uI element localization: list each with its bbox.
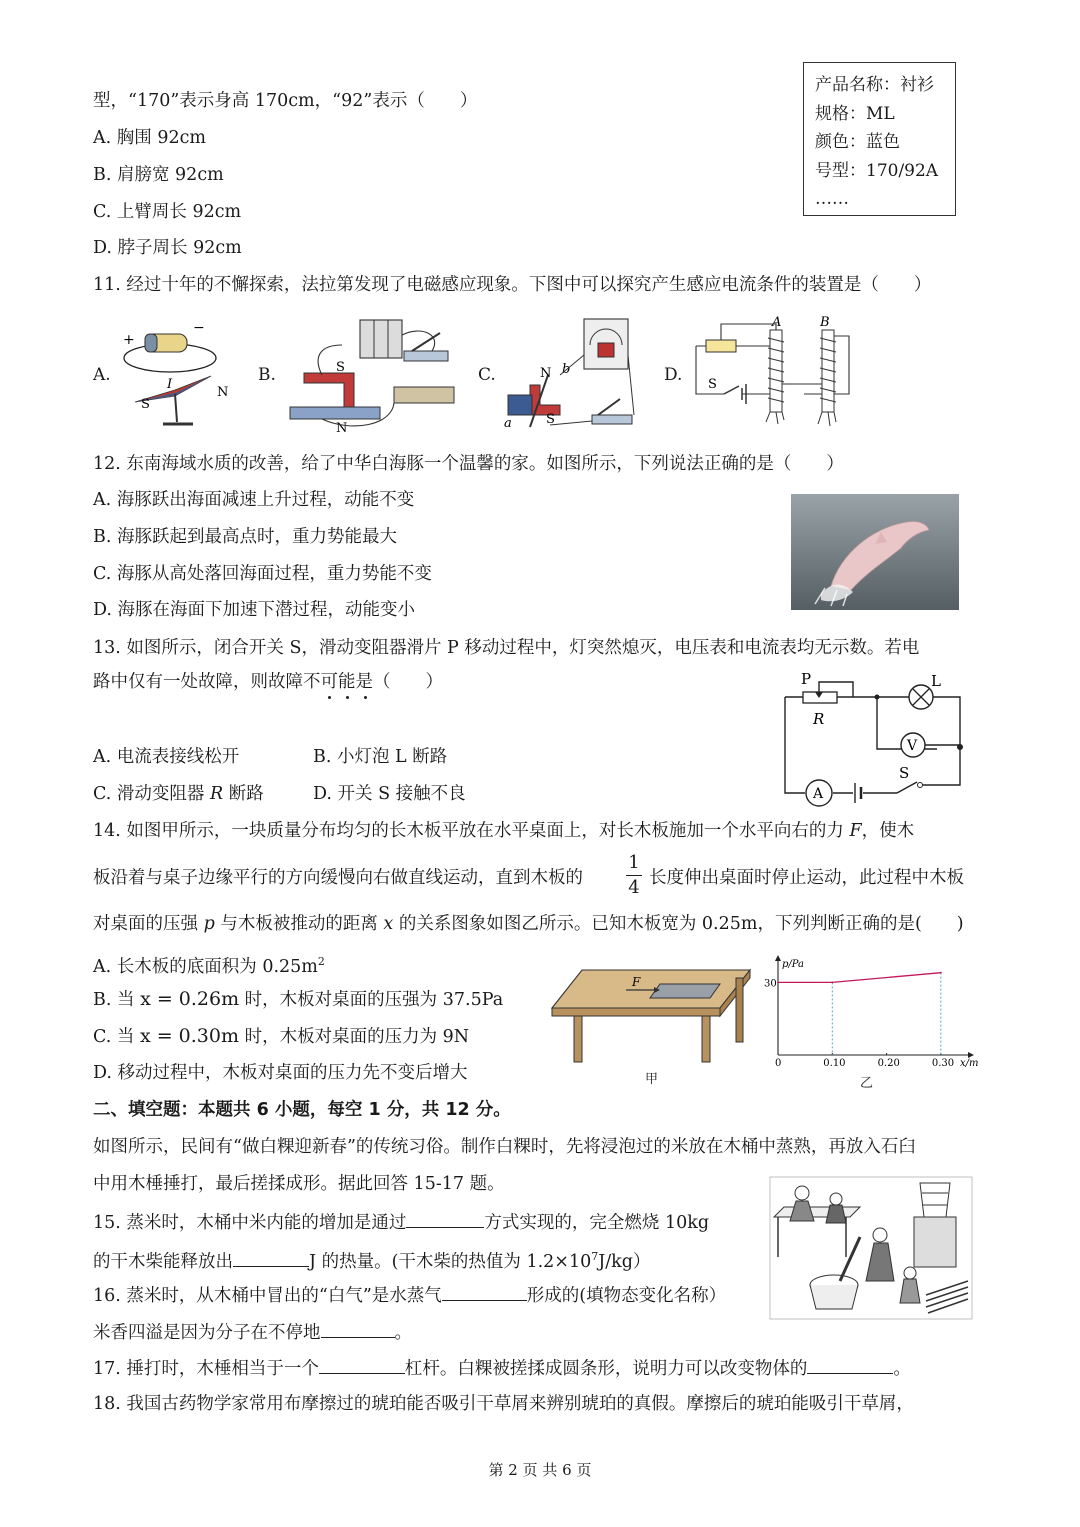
q14-option-a-sup: 2 [317,955,325,968]
q14-option-c-text2: 时，木板对桌面的压力为 9N [239,1027,470,1047]
circuit-p-label: P [801,670,812,688]
switch-icon [897,782,917,793]
x-tick-label: 0 [775,1058,782,1069]
q14-line2-b: 长度伸出桌面时停止运动，此过程中木板 [649,868,964,888]
q15-line1-text: 15. 蒸米时，木桶中米内能的增加是通过 [93,1213,407,1233]
y-axis-arrow-icon [775,955,781,961]
y-axis-label: p/Pa [782,959,805,970]
product-label-line: 产品名称：衬衫 [815,75,934,95]
answer-blank[interactable] [406,1209,484,1228]
q14-line1-text: 14. 如图甲所示，一块质量分布均匀的长木板平放在水平桌面上，对长木板施加一个水平向右的力 [93,821,850,841]
q11-label-a: A. [93,365,111,385]
wooden-bucket-icon [920,1183,950,1217]
circuit-s-label: S [899,764,910,782]
q12-option-b: B. 海豚跃起到最高点时，重力势能最大 [93,527,397,547]
q18-stem: 18. 我国古药物学家常用布摩擦过的琥珀能否吸引干草屑来辨别琥珀的真假。摩擦后的琥珀能吸引干草屑， [93,1394,914,1414]
minus-label: − [193,320,205,336]
dolphin-photo [791,494,959,610]
q14-line3-x: x [383,914,394,934]
current-label: I [167,377,173,392]
q11-figure-b [282,315,462,435]
c-s-label: S [546,412,555,427]
q13-option-a: A. 电流表接线松开 [93,747,240,767]
c-b-label: b [562,362,571,377]
person-icon [830,1193,842,1205]
page-number: 第 2 页 共 6 页 [488,1461,592,1479]
q13-option-c-text: C. 滑动变阻器 [93,784,210,804]
q16-line2 [93,1319,412,1345]
q14-line3 [93,912,964,936]
pressure-line [778,973,941,983]
q11-stem: 11. 经过十年的不懈探索，法拉第发现了电磁感应现象。下图中可以探究产生感应电流条件的装置是（ ） [93,275,932,295]
fig-jia-label: 甲 [645,1072,659,1087]
q13-option-c-text2: 断路 [223,784,264,804]
y-tick-label: 30 [764,978,777,990]
d-a-label: A [772,315,782,330]
q17-text: 17. 捶打时，木棰相当于一个 [93,1359,319,1379]
q16-line2-text2: 。 [394,1323,412,1343]
q10-stem: 型，“170”表示身高 170cm，“92”表示（ ） [93,91,478,111]
x-tick-label: 0.20 [877,1058,900,1069]
circuit-a-label: A [813,786,824,802]
product-label-line: 颜色：蓝色 [815,132,900,152]
q15-line1 [93,1209,709,1235]
person-icon [795,1186,809,1200]
s-label: S [141,397,150,412]
answer-blank[interactable] [319,1355,405,1374]
answer-blank[interactable] [233,1248,309,1267]
q15-line2-text3: J/kg） [598,1251,651,1272]
rheostat-icon [706,340,736,352]
q11-figure-a [115,316,229,431]
q14-line1-text2: ，使木 [861,821,915,841]
q14-line1-var: F [849,821,862,841]
q16-line1-text2: 形成的(填物态变化名称） [526,1286,727,1306]
q13-option-d: D. 开关 S 接触不良 [313,784,466,804]
q12-option-d: D. 海豚在海面下加速下潜过程，动能变小 [93,600,416,620]
q14-option-b-text: B. 当 [93,990,141,1010]
q14-option-b [93,987,503,1012]
q14-option-b-text2: 时，木板对桌面的压强为 37.5Pa [239,990,504,1010]
product-label-box [803,62,956,216]
circuit-l-label: L [931,672,941,690]
fraction-numerator: 1 [628,852,640,873]
q13-option-c [93,782,264,806]
c-n-label: N [540,366,552,381]
q16-line1 [93,1282,726,1308]
data-point [940,972,942,974]
product-label-line: …… [815,189,849,209]
switch-icon [592,415,632,424]
d-b-label: B [820,315,830,330]
q12-option-c: C. 海豚从高处落回海面过程，重力势能不变 [93,564,432,584]
q15-line2-text2: J 的热量。(干木柴的热值为 1.2×10 [309,1251,592,1272]
q14-option-c-math: x = 0.30m [139,1025,240,1047]
product-label-line: 号型：170/92A [815,160,939,181]
person-icon [873,1228,887,1242]
q16-line2-text: 米香四溢是因为分子在不停地 [93,1323,321,1343]
q17-text3: 。 [893,1359,911,1379]
q16-line1-text: 16. 蒸米时，从木桶中冒出的“白气”是水蒸气 [93,1286,442,1306]
q14-option-c [93,1024,469,1049]
answer-blank[interactable] [442,1282,527,1301]
q14-line2-a: 板沿着与桌子边缘平行的方向缓慢向右做直线运动，直到木板的 [93,868,583,888]
q14-option-c-text: C. 当 [93,1027,140,1047]
b-n-label: N [336,421,348,436]
stove-icon [914,1217,956,1267]
answer-blank[interactable] [321,1319,395,1338]
emphasis-dot [346,696,349,699]
answer-blank[interactable] [807,1355,893,1374]
q14-option-d: D. 移动过程中，木板对桌面的压力先不变后增大 [93,1063,468,1083]
q13-option-b: B. 小灯泡 L 断路 [313,747,448,767]
fraction-one-quarter [626,852,642,899]
q10-option-a: A. 胸围 92cm [93,128,206,148]
section2-heading: 二、填空题：本题共 6 小题，每空 1 分，共 12 分。 [93,1100,511,1120]
q11-label-b: B. [258,365,276,385]
q17-line [93,1355,911,1381]
table-top-icon [552,970,750,1008]
q10-option-c: C. 上臂周长 92cm [93,202,242,222]
q11-figure-d [684,312,859,434]
q14-line3-text: 对桌面的压强 [93,914,204,934]
board-icon [650,984,720,998]
q15-line2-sup: 7 [591,1250,599,1263]
plus-label: + [123,332,135,348]
data-point [777,981,779,983]
switch-icon [404,351,448,361]
circuit-r-label: R [813,710,825,728]
pressure-distance-chart [760,955,982,1069]
q13-stem-line1: 13. 如图所示，闭合开关 S，滑动变阻器滑片 P 移动过程中，灯突然熄灭，电压表和电流表均无示数。若电 [93,638,920,658]
fraction-denominator: 4 [628,877,640,898]
x-tick-label: 0.30 [931,1058,955,1069]
q15-line2 [93,1245,650,1274]
x-axis-label: x/m [960,1058,979,1069]
rheostat-icon [394,387,454,403]
d-s-label: S [708,377,717,392]
q14-line3-text3: 的关系图象如图乙所示。已知木板宽为 0.25m，下列判断正确的是( ) [393,914,964,934]
q15-line2-text: 的干木柴能释放出 [93,1251,233,1272]
fig-yi-label: 乙 [860,1076,874,1091]
baiguo-illustration [770,1177,972,1319]
b-s-label: S [336,360,345,375]
q13-circuit-diagram [775,668,975,814]
q11-label-d: D. [664,365,683,385]
q12-option-a: A. 海豚跃出海面减速上升过程，动能不变 [93,490,415,510]
q11-figure-c [500,315,640,435]
x-tick-label: 0.10 [823,1058,846,1069]
magnet-icon [530,385,560,415]
force-label: F [632,975,641,989]
q14-line1 [93,819,914,843]
q14-line3-p: p [203,914,215,934]
q17-text2: 杠杆。白粿被搓揉成圆条形，说明力可以改变物体的 [404,1359,808,1379]
data-point [831,981,833,983]
q15-line1-text2: 方式实现的，完全燃烧 10kg [484,1213,710,1233]
q14-line3-text2: 与木板被推动的距离 [214,914,384,934]
q10-option-d: D. 脖子周长 92cm [93,238,242,258]
q12-stem: 12. 东南海域水质的改善，给了中华白海豚一个温馨的家。如图所示，下列说法正确的是（ ） [93,454,844,474]
q10-option-b: B. 肩膀宽 92cm [93,165,224,185]
child-icon [904,1267,916,1279]
section2-intro-line1: 如图所示，民间有“做白粿迎新春”的传统习俗。制作白粿时，先将浸泡过的米放在木桶中蒸熟，再放入石臼 [93,1137,916,1157]
emphasis-dot [364,696,367,699]
q13-option-c-var: R [209,784,224,804]
table-figure [552,970,750,1064]
circuit-v-label: V [907,738,918,754]
q14-option-a-text: A. 长木板的底面积为 0.25m [93,956,318,977]
emphasis-dot [328,696,331,699]
c-a-label: a [504,416,512,431]
q11-label-c: C. [478,365,496,385]
q14-option-a [93,950,325,979]
n-label: N [217,385,229,400]
section2-intro-line2: 中用木棰捶打，最后搓揉成形。据此回答 15-17 题。 [93,1174,505,1194]
battery-pack-icon [360,320,402,358]
q13-stem-line2: 路中仅有一处故障，则故障不可能是（ ） [93,672,443,692]
q14-option-b-math: x = 0.26m [140,988,240,1010]
product-label-line: 规格：ML [815,103,895,124]
